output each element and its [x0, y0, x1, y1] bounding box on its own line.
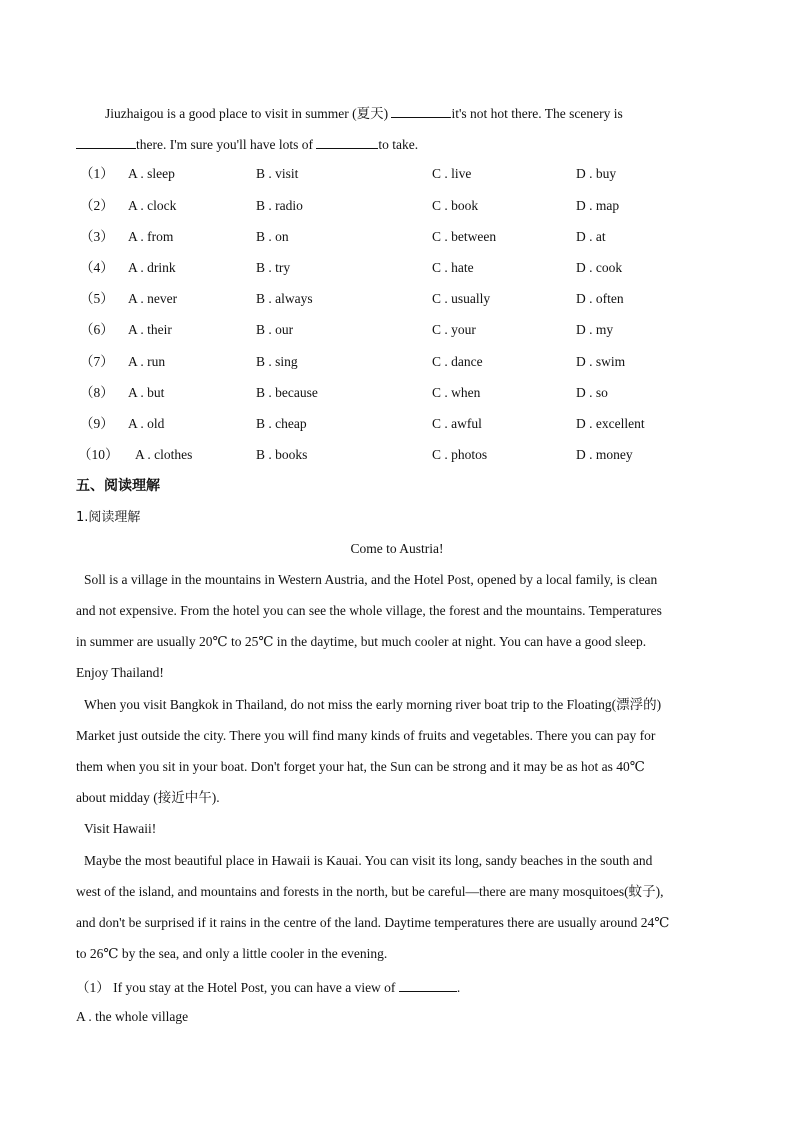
- option-b: B . visit: [256, 166, 299, 181]
- option-d: D . cook: [576, 260, 623, 275]
- option-a: A . from: [128, 229, 174, 244]
- option-a: A . run: [128, 354, 166, 369]
- cloze-text: there. I'm sure you'll have lots of: [136, 137, 313, 152]
- option-b: B . because: [256, 385, 318, 400]
- option-row: [76, 259, 718, 277]
- option-a: A . their: [128, 322, 172, 337]
- passage-line: about midday (接近中午).: [76, 790, 220, 805]
- answer-blank: [399, 977, 457, 992]
- cloze-text: Jiuzhaigou is a good place to visit in summer (夏天): [105, 106, 389, 121]
- answer-blank: [76, 134, 136, 149]
- question-line: [76, 977, 718, 997]
- option-c: C . live: [432, 166, 472, 181]
- option-d: D . so: [576, 385, 608, 400]
- option-a: A . old: [128, 416, 165, 431]
- option-a: A . never: [128, 291, 178, 306]
- option-b: B . our: [256, 322, 294, 337]
- option-c: C . photos: [432, 447, 488, 462]
- option-d: D . swim: [576, 354, 626, 369]
- option-b: B . radio: [256, 198, 303, 213]
- option-d: D . map: [576, 198, 620, 213]
- option-b: B . cheap: [256, 416, 307, 431]
- question-number: （8）: [80, 385, 114, 400]
- option-c: C . usually: [432, 291, 491, 306]
- passage-line: Maybe the most beautiful place in Hawaii is Kauai. You can visit its long, sandy beaches in the south and: [84, 853, 653, 868]
- cloze-line-1: [105, 103, 718, 123]
- option-c: C . book: [432, 198, 479, 213]
- option-row: [76, 197, 718, 215]
- passage-line: west of the island, and mountains and forests in the north, but be careful—there are many mosquitoes(蚊子),: [76, 884, 664, 899]
- option-a: A . sleep: [128, 166, 175, 181]
- option-row: [76, 415, 718, 433]
- question-number: （4）: [80, 260, 114, 275]
- cloze-line-2: [76, 134, 718, 154]
- option-c: C . hate: [432, 260, 474, 275]
- passage-title: Come to Austria!: [350, 541, 444, 556]
- question-number: （6）: [80, 322, 114, 337]
- question-number: （5）: [80, 291, 114, 306]
- option-b: B . try: [256, 260, 291, 275]
- option-d: D . money: [576, 447, 633, 462]
- option-d: D . often: [576, 291, 624, 306]
- option-a: A . but: [128, 385, 165, 400]
- question-option-a: A . the whole village: [76, 1009, 189, 1024]
- option-row: [76, 446, 718, 464]
- question-number: （9）: [80, 416, 114, 431]
- answer-blank: [391, 103, 451, 118]
- passage-line: and don't be surprised if it rains in the centre of the land. Daytime temperatures there are usually around 24℃: [76, 915, 670, 930]
- option-c: C . awful: [432, 416, 482, 431]
- question-text: If you stay at the Hotel Post, you can have a view of: [113, 980, 396, 995]
- cloze-text: it's not hot there. The scenery is: [451, 106, 623, 121]
- question-end: .: [456, 980, 461, 995]
- question-number: （1）: [76, 980, 110, 995]
- option-d: D . my: [576, 322, 614, 337]
- section-heading: 五、阅读理解: [76, 478, 160, 494]
- passage-subtitle: Visit Hawaii!: [84, 821, 157, 836]
- passage-line: When you visit Bangkok in Thailand, do not miss the early morning river boat trip to the Floating(漂浮的): [84, 697, 662, 712]
- passage-line: and not expensive. From the hotel you can see the whole village, the forest and the mountains. Temperatures: [76, 603, 662, 618]
- question-number: （1）: [80, 166, 114, 181]
- passage-line: to 26℃ by the sea, and only a little cooler in the evening.: [76, 946, 388, 961]
- option-row: [76, 228, 718, 246]
- question-number: （10）: [78, 447, 119, 462]
- passage-subtitle: Enjoy Thailand!: [76, 665, 164, 680]
- option-b: B . sing: [256, 354, 298, 369]
- option-c: C . when: [432, 385, 481, 400]
- option-c: C . dance: [432, 354, 483, 369]
- option-a: A . drink: [128, 260, 176, 275]
- option-d: D . at: [576, 229, 606, 244]
- option-row: [76, 165, 718, 183]
- passage-line: in summer are usually 20℃ to 25℃ in the daytime, but much cooler at night. You can have a good sleep.: [76, 634, 647, 649]
- option-row: [76, 353, 718, 371]
- option-row: [76, 321, 718, 339]
- option-d: D . excellent: [576, 416, 645, 431]
- option-b: B . on: [256, 229, 289, 244]
- option-b: B . books: [256, 447, 308, 462]
- option-b: B . always: [256, 291, 313, 306]
- question-number: （3）: [80, 229, 114, 244]
- option-row: [76, 290, 718, 308]
- passage-line: them when you sit in your boat. Don't forget your hat, the Sun can be strong and it may be as hot as 40℃: [76, 759, 645, 774]
- question-number: （7）: [80, 354, 114, 369]
- option-a: A . clock: [128, 198, 177, 213]
- option-row: [76, 384, 718, 402]
- question-number: （2）: [80, 198, 114, 213]
- answer-blank: [316, 134, 378, 149]
- section-subheading: 1.阅读理解: [76, 510, 141, 525]
- option-c: C . between: [432, 229, 497, 244]
- option-d: D . buy: [576, 166, 617, 181]
- option-a: A . clothes: [135, 447, 193, 462]
- passage-line: Soll is a village in the mountains in Western Austria, and the Hotel Post, opened by a local family, is clean: [84, 572, 658, 587]
- cloze-text: to take.: [378, 137, 419, 152]
- option-c: C . your: [432, 322, 476, 337]
- passage-line: Market just outside the city. There you will find many kinds of fruits and vegetables. There you can pay for: [76, 728, 656, 743]
